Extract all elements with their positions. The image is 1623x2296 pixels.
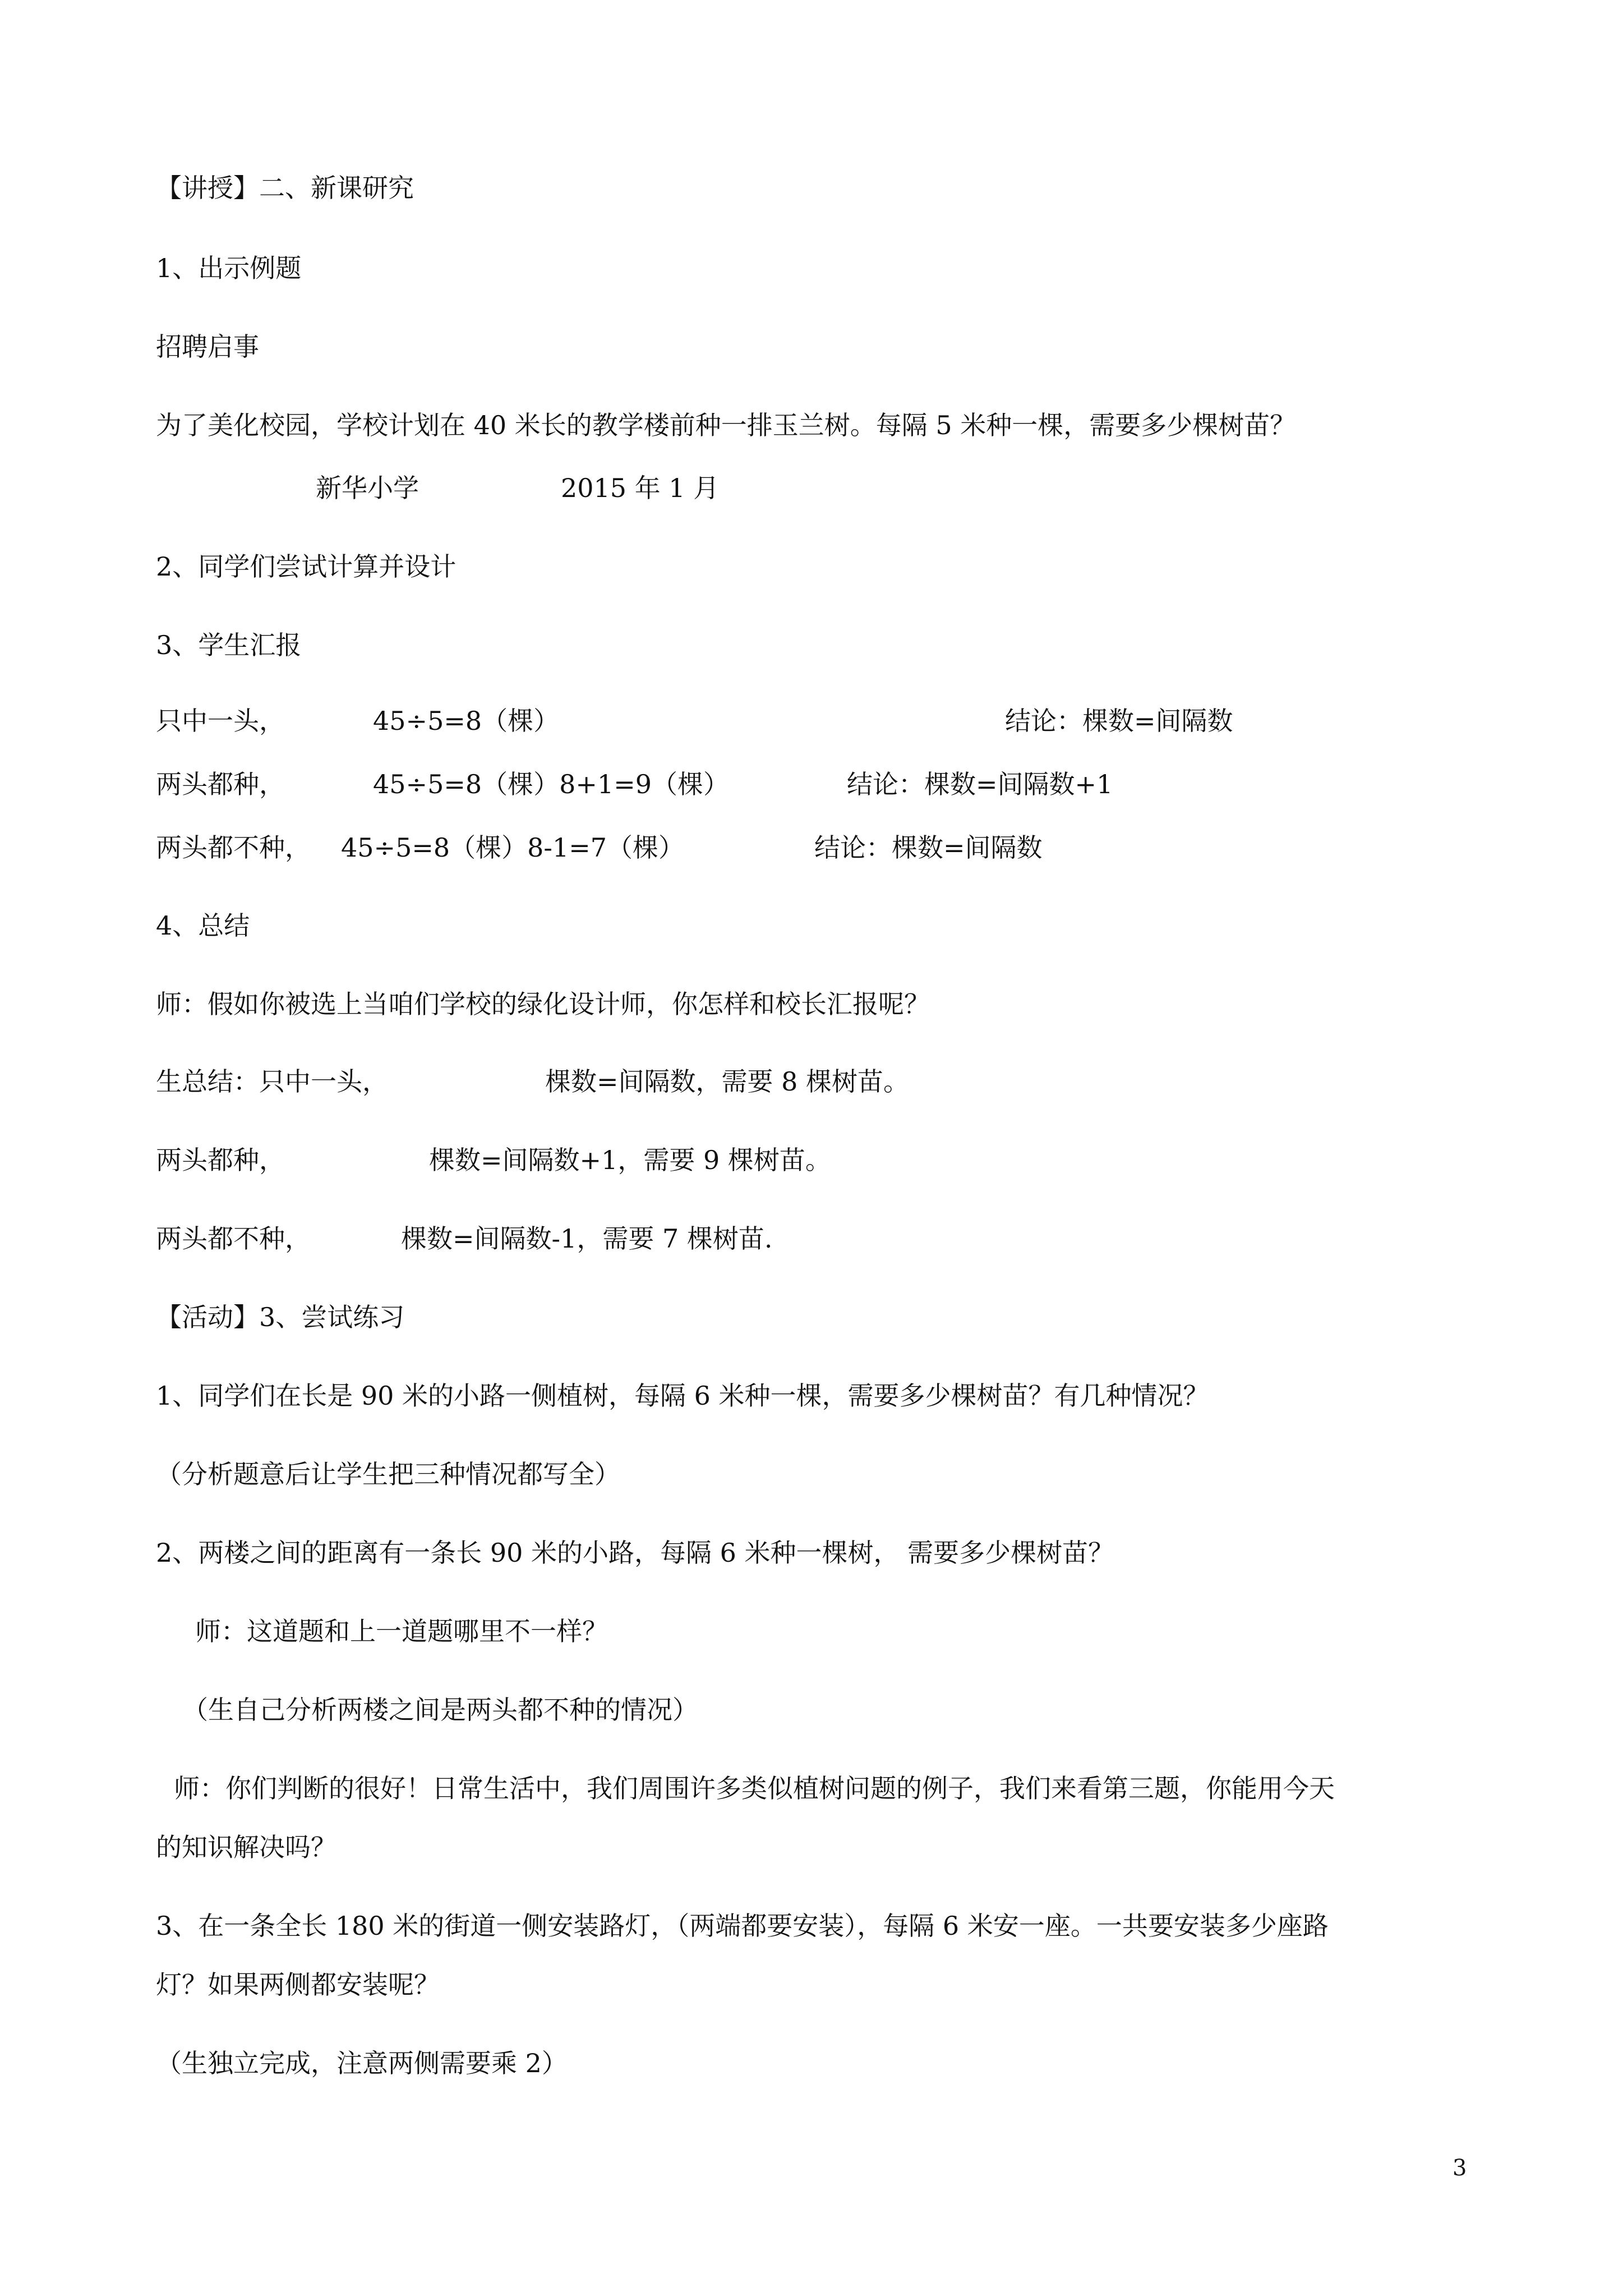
report-conclusion-one-end: 结论：棵数=间隔数 [1005, 706, 1233, 736]
report-formula-both-ends: 45÷5=8（棵）8+1=9（棵） [373, 769, 730, 799]
exercise-2-note: （生自己分析两楼之间是两头都不种的情况） [182, 1695, 698, 1725]
teacher-praise: 师：你们判断的很好！日常生活中，我们周围许多类似植树问题的例子，我们来看第三题，你能用今天 [174, 1773, 1335, 1803]
notice-date: 2015 年 1 月 [561, 473, 720, 503]
summary-case-one-end: 生总结：只中一头， [156, 1066, 388, 1097]
step-show-example: 1、出示例题 [156, 253, 302, 283]
summary-result-one-end: 棵数=间隔数，需要 8 棵树苗。 [545, 1066, 910, 1097]
summary-result-both-ends: 棵数=间隔数+1，需要 9 棵树苗。 [429, 1145, 831, 1175]
exercise-1: 1、同学们在长是 90 米的小路一侧植树，每隔 6 米种一棵，需要多少棵树苗？有几种情况？ [156, 1381, 1209, 1411]
summary-case-both-ends: 两头都种， [156, 1145, 285, 1175]
report-formula-no-ends: 45÷5=8（棵）8-1=7（棵） [341, 832, 685, 863]
section-heading-lecture: 【讲授】二、新课研究 [156, 173, 414, 203]
step-try-calc: 2、同学们尝试计算并设计 [156, 551, 457, 582]
notice-title: 招聘启事 [156, 332, 259, 362]
report-conclusion-no-ends: 结论：棵数=间隔数 [814, 832, 1043, 863]
notice-text: 为了美化校园，学校计划在 40 米长的教学楼前种一排玉兰树。每隔 5 米种一棵，需要多少棵树苗？ [156, 410, 1296, 440]
report-conclusion-both-ends: 结论：棵数=间隔数+1 [847, 769, 1113, 799]
step-student-report: 3、学生汇报 [156, 630, 302, 660]
report-case-no-ends: 两头都不种， [156, 832, 311, 863]
page-number: 3 [1453, 2155, 1467, 2181]
report-case-both-ends: 两头都种， [156, 769, 285, 799]
exercise-3: 3、在一条全长 180 米的街道一侧安装路灯，（两端都要安装），每隔 6 米安一座。一共要安装多少座路 [156, 1911, 1329, 1941]
exercise-2: 2、两楼之间的距离有一条长 90 米的小路，每隔 6 米种一棵树， 需要多少棵树苗？ [156, 1538, 1114, 1568]
notice-school: 新华小学 [316, 473, 419, 503]
exercise-1-note: （分析题意后让学生把三种情况都写全） [156, 1459, 620, 1489]
teacher-question: 师：假如你被选上当咱们学校的绿化设计师，你怎样和校长汇报呢？ [156, 989, 930, 1019]
section-heading-activity: 【活动】3、尝试练习 [156, 1302, 405, 1332]
summary-result-no-ends: 棵数=间隔数-1，需要 7 棵树苗. [401, 1223, 773, 1254]
report-case-one-end: 只中一头， [156, 706, 285, 736]
exercise-3-cont: 灯？如果两侧都安装呢？ [156, 1970, 440, 2000]
step-summary: 4、总结 [156, 910, 250, 941]
teacher-praise-cont: 的知识解决吗？ [156, 1832, 336, 1862]
exercise-3-note: （生独立完成，注意两侧需要乘 2） [156, 2048, 568, 2078]
summary-case-no-ends: 两头都不种， [156, 1223, 311, 1254]
report-formula-one-end: 45÷5=8（棵） [373, 706, 560, 736]
teacher-compare-question: 师：这道题和上一道题哪里不一样？ [195, 1616, 608, 1646]
